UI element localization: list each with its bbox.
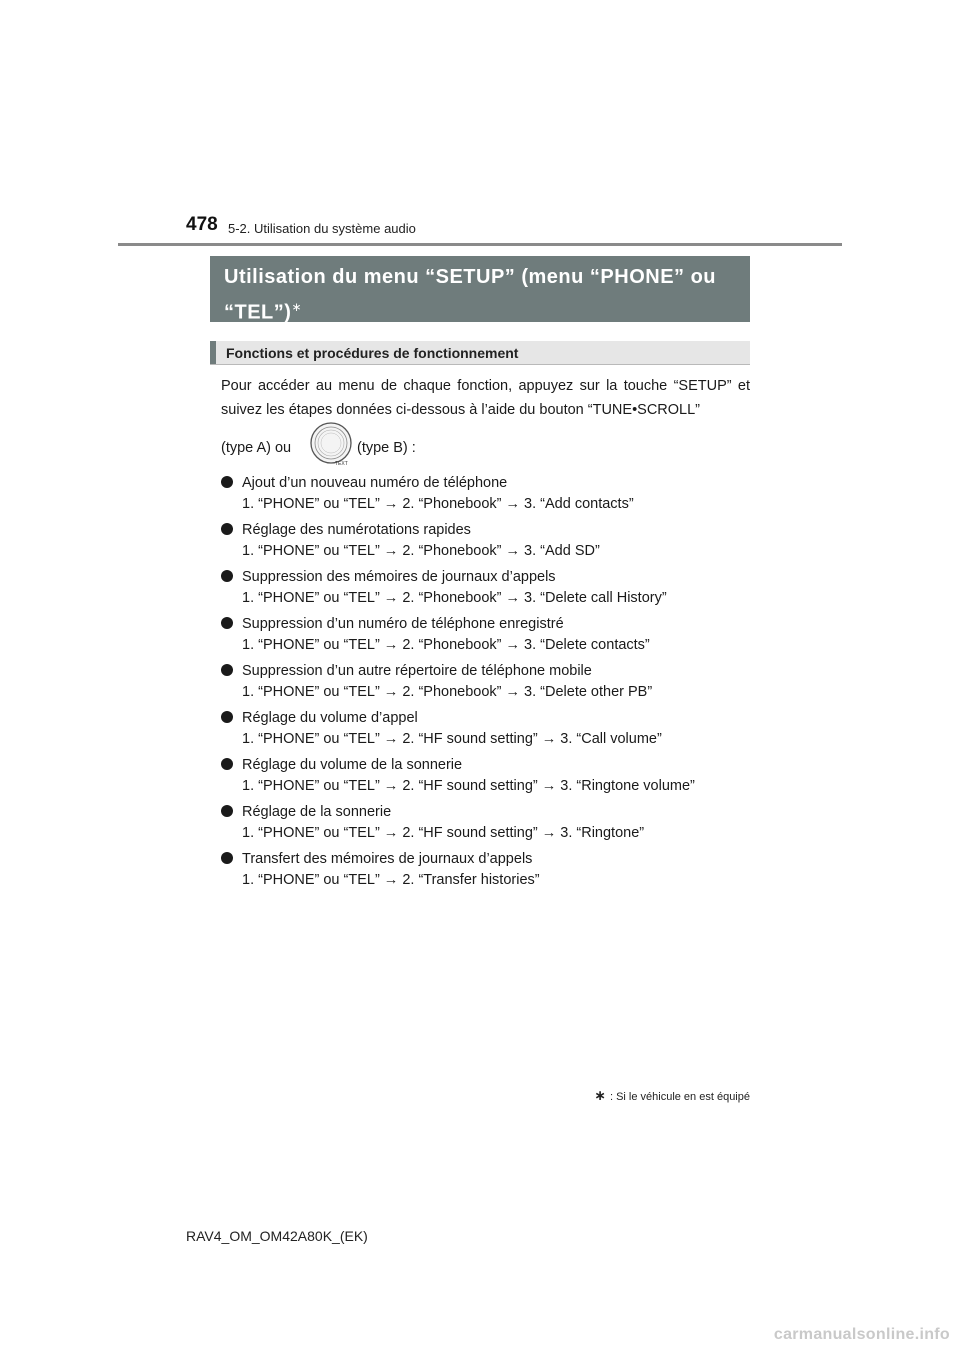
bullet-icon [221,711,233,723]
item-steps: 1. “PHONE” ou “TEL” → 2. “Phonebook” → 3. “Delete contacts” [242,637,650,653]
knob-label: TEXT [335,461,348,467]
list-item [221,568,761,615]
page-number: 478 [186,214,218,235]
bullet-icon [221,664,233,676]
bullet-icon [221,805,233,817]
bullet-icon [221,852,233,864]
bullet-icon [221,617,233,629]
tune-knob-icon [309,421,355,467]
type-line [221,421,750,471]
item-heading: Réglage du volume de la sonnerie [242,757,463,773]
item-heading: Suppression d’un autre répertoire de téléphone mobile [242,663,592,679]
section-title-box [210,256,750,322]
item-steps: 1. “PHONE” ou “TEL” → 2. “HF sound setting” → 3. “Call volume” [242,731,662,747]
title-asterisk: ∗ [291,300,302,314]
item-heading: Réglage de la sonnerie [242,804,392,820]
list-item [221,803,761,850]
document-code: RAV4_OM_OM42A80K_(EK) [186,1228,368,1244]
item-steps: 1. “PHONE” ou “TEL” → 2. “HF sound setting” → 3. “Ringtone volume” [242,778,695,794]
header-rule [118,243,842,246]
intro-paragraph: Pour accéder au menu de chaque fonction, appuyez sur la touche “SETUP” et suivez les étapes données ci-dessous à l’aide du bouton “TUNE•SCROLL” [221,378,750,418]
bullet-icon [221,758,233,770]
list-item [221,474,761,521]
footnote-text: : Si le véhicule en est équipé [609,1091,750,1103]
list-item [221,615,761,662]
item-steps: 1. “PHONE” ou “TEL” → 2. “Phonebook” → 3. “Delete call History” [242,590,667,606]
list-item [221,709,761,756]
type-b-text: (type B) : [357,440,416,456]
subheading-label: Fonctions et procédures de fonctionnement [226,345,519,361]
item-heading: Ajout d’un nouveau numéro de téléphone [242,475,508,491]
procedure-list [221,474,761,897]
item-heading: Suppression des mémoires de journaux d’appels [242,569,556,585]
list-item [221,756,761,803]
list-item [221,521,761,568]
section-breadcrumb: 5-2. Utilisation du système audio [228,221,416,236]
list-item [221,662,761,709]
item-heading: Transfert des mémoires de journaux d’appels [242,851,533,867]
item-steps: 1. “PHONE” ou “TEL” → 2. “Transfer histories” [242,872,540,888]
item-heading: Réglage des numérotations rapides [242,522,471,538]
subheading-accent-bar [210,341,216,364]
bullet-icon [221,476,233,488]
subheading-box [210,341,750,365]
watermark: carmanualsonline.info [773,1326,950,1343]
item-steps: 1. “PHONE” ou “TEL” → 2. “Phonebook” → 3. “Delete other PB” [242,684,653,700]
item-heading: Suppression d’un numéro de téléphone enregistré [242,616,564,632]
item-steps: 1. “PHONE” ou “TEL” → 2. “Phonebook” → 3. “Add contacts” [242,496,634,512]
item-heading: Réglage du volume d’appel [242,710,418,726]
footnote-asterisk: ∗ [594,1087,606,1103]
footnote [594,1087,750,1104]
bullet-icon [221,523,233,535]
list-item [221,850,761,897]
type-a-text: (type A) ou [221,440,292,456]
bullet-icon [221,570,233,582]
item-steps: 1. “PHONE” ou “TEL” → 2. “Phonebook” → 3. “Add SD” [242,543,600,559]
section-title: Utilisation du menu “SETUP” (menu “PHONE” ou “TEL”) [224,266,717,324]
item-steps: 1. “PHONE” ou “TEL” → 2. “HF sound setting” → 3. “Ringtone” [242,825,645,841]
